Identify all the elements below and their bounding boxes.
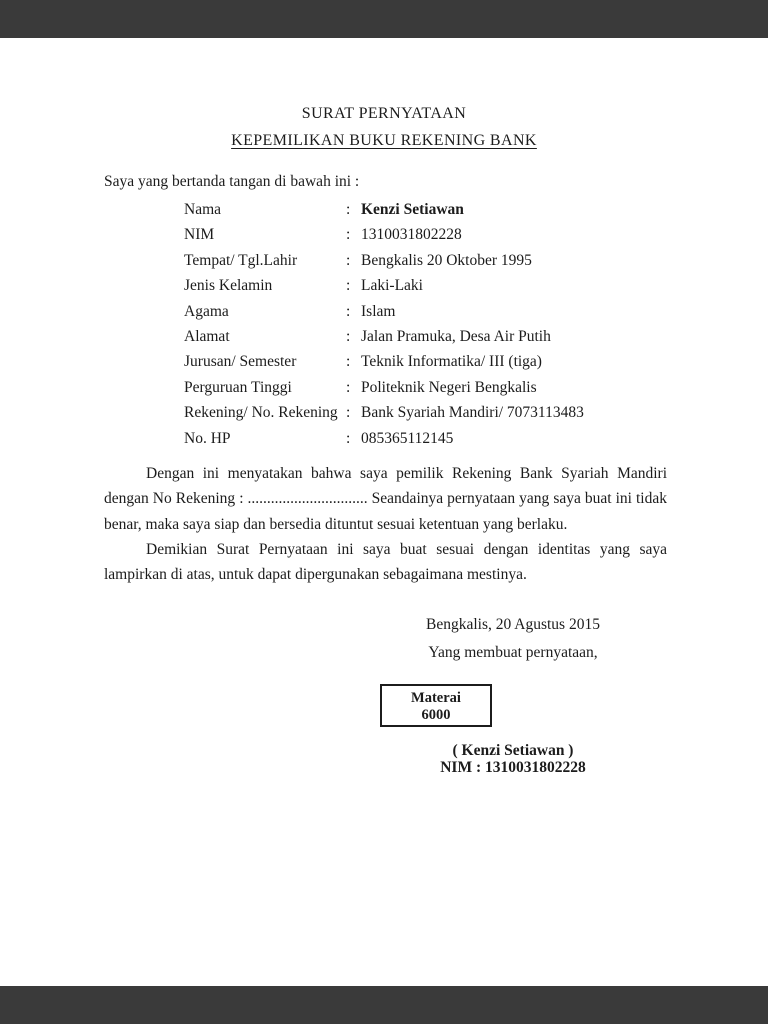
field-value: Politeknik Negeri Bengkalis: [361, 378, 537, 396]
field-colon: :: [346, 404, 351, 422]
paragraph-closing: Demikian Surat Pernyataan ini saya buat sesuai dengan identitas yang saya lampirkan di atas, untuk dapat dipergunakan sebagaimana mestinya.: [104, 540, 667, 584]
field-row: [184, 248, 584, 273]
viewer-letterbox-top: [0, 0, 768, 38]
field-row: [184, 299, 584, 324]
fields-list: [184, 197, 584, 451]
field-label: Agama: [184, 302, 229, 320]
field-label: Alamat: [184, 328, 230, 346]
field-colon: :: [346, 378, 351, 396]
field-label: Rekening/ No. Rekening: [184, 404, 338, 422]
field-value: Islam: [361, 302, 396, 320]
field-row: [184, 222, 584, 247]
title-line-1: SURAT PERNYATAAN: [301, 105, 467, 122]
field-colon: :: [346, 328, 351, 346]
signature-block: [360, 743, 666, 776]
title-line-2: KEPEMILIKAN BUKU REKENING BANK: [231, 132, 537, 149]
field-value: Kenzi Setiawan: [361, 201, 464, 218]
field-value: Bank Syariah Mandiri/ 7073113483: [361, 404, 584, 422]
field-row: [184, 273, 584, 298]
field-label: Nama: [184, 201, 222, 218]
field-row: [184, 426, 584, 451]
intro-line: Saya yang bertanda tangan di bawah ini :: [104, 173, 360, 190]
field-label: Jenis Kelamin: [184, 277, 273, 295]
field-value: Jalan Pramuka, Desa Air Putih: [361, 328, 551, 346]
body-paragraphs: [104, 461, 667, 587]
field-colon: :: [346, 429, 351, 447]
field-row: [184, 349, 584, 374]
field-value: 1310031802228: [361, 226, 462, 244]
field-value: Bengkalis 20 Oktober 1995: [361, 251, 532, 269]
field-label: Jurusan/ Semester: [184, 353, 297, 371]
field-label: Perguruan Tinggi: [184, 378, 292, 396]
field-row: [184, 375, 584, 400]
field-value: Teknik Informatika/ III (tiga): [361, 353, 542, 371]
field-colon: :: [346, 277, 351, 295]
paragraph-statement: Dengan ini menyatakan bahwa saya pemilik Rekening Bank Syariah Mandiri dengan No Rekening : ............................... Seandainya pernyataan yang saya buat ini tidak benar, maka saya siap dan bersedia dituntut sesuai ketentuan yang berlaku.: [104, 465, 667, 533]
field-row: [184, 324, 584, 349]
viewer-letterbox-bottom: [0, 986, 768, 1024]
field-row: [184, 400, 584, 425]
field-colon: :: [346, 353, 351, 371]
statement-maker-line: Yang membuat pernyataan,: [428, 643, 598, 661]
signer-name: ( Kenzi Setiawan ): [452, 742, 574, 759]
field-colon: :: [346, 302, 351, 320]
field-colon: :: [346, 226, 351, 244]
materai-label: Materai: [411, 690, 461, 706]
signer-nim: NIM : 1310031802228: [440, 758, 586, 776]
closing-block: [360, 611, 666, 666]
field-value: 085365112145: [361, 429, 454, 447]
field-value: Laki-Laki: [361, 277, 423, 295]
field-label: No. HP: [184, 429, 231, 447]
field-colon: :: [346, 201, 351, 218]
field-label: NIM: [184, 226, 215, 244]
place-date-line: Bengkalis, 20 Agustus 2015: [426, 616, 600, 633]
materai-value: 6000: [421, 707, 451, 723]
field-label: Tempat/ Tgl.Lahir: [184, 251, 298, 269]
document-title: [0, 100, 768, 154]
field-colon: :: [346, 251, 351, 269]
field-row: [184, 197, 584, 222]
materai-stamp-box: [380, 684, 492, 727]
